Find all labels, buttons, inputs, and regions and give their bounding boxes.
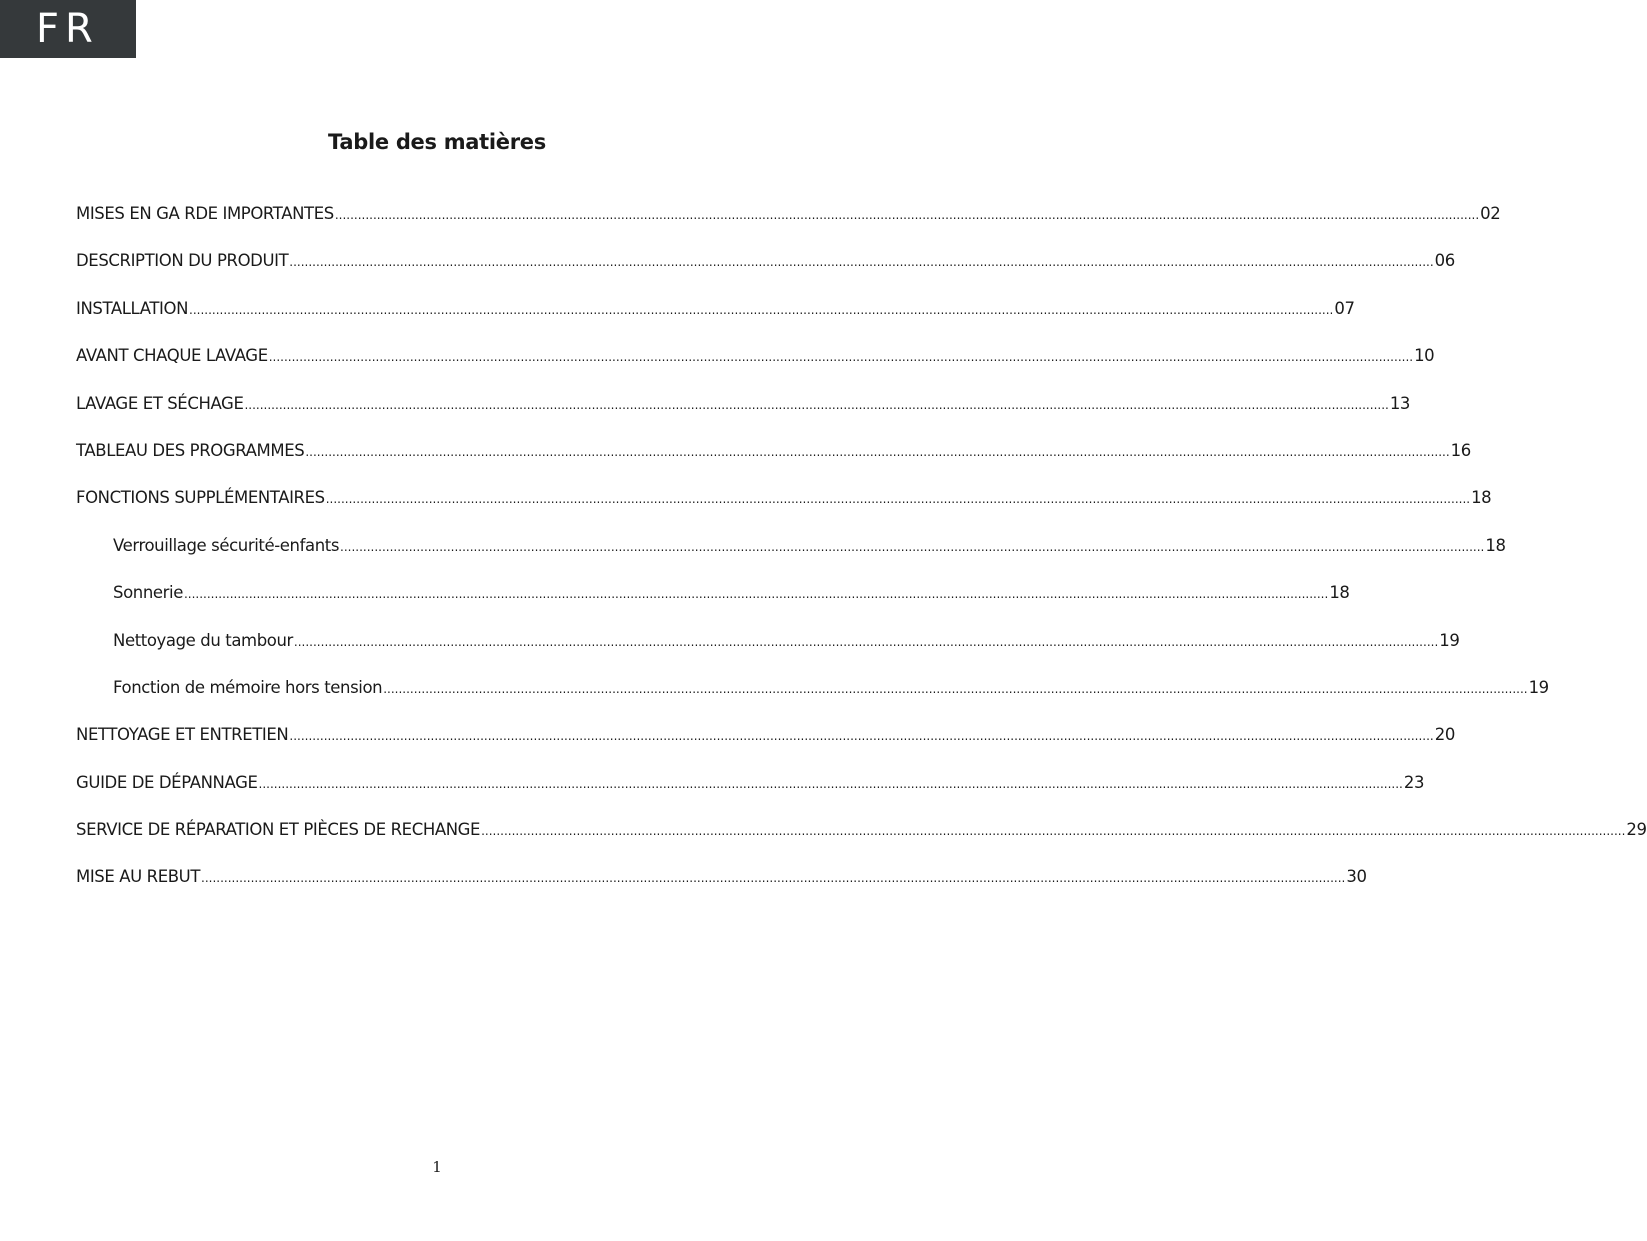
toc-entry-label: FONCTIONS SUPPLÉMENTAIRES (76, 488, 325, 508)
toc-leader-dots: ............................................................................................................................................................................................................................................................................................................ (481, 824, 1626, 839)
toc-entry-page: 10 (1414, 346, 1435, 366)
toc-leader-dots: ............................................................................................................................................................................................................................................................................................................ (340, 539, 1485, 554)
toc-entry[interactable] (76, 204, 1501, 251)
toc-subentry[interactable] (76, 630, 1460, 678)
toc-entry-page: 29 (1626, 820, 1647, 840)
toc-leader-dots: ............................................................................................................................................................................................................................................................................................................ (305, 444, 1450, 459)
toc-entry-label: SERVICE DE RÉPARATION ET PIÈCES DE RECHANGE (76, 820, 481, 840)
toc-leader-dots: ............................................................................................................................................................................................................................................................................................................ (289, 255, 1434, 270)
toc-entry-page: 13 (1389, 393, 1411, 413)
toc-subentry[interactable] (76, 583, 1350, 630)
toc-leader-dots: ............................................................................................................................................................................................................................................................................................................ (183, 587, 1329, 602)
toc-entry-page: 06 (1434, 251, 1455, 271)
toc-entry-label: LAVAGE ET SÉCHAGE (76, 393, 244, 413)
toc-leader-dots: ............................................................................................................................................................................................................................................................................................................ (244, 397, 1389, 412)
toc-entry[interactable] (76, 725, 1455, 772)
table-of-contents (76, 204, 1647, 915)
toc-leader-dots: ............................................................................................................................................................................................................................................................................................................ (383, 681, 1528, 696)
toc-leader-dots: ............................................................................................................................................................................................................................................................................................................ (258, 776, 1403, 791)
toc-entry-page: 18 (1329, 583, 1350, 603)
page-title: Table des matières (328, 130, 546, 154)
toc-entry-page: 20 (1434, 725, 1455, 745)
toc-subentry[interactable] (76, 535, 1506, 583)
toc-entry-label: MISES EN GA RDE IMPORTANTES (76, 204, 334, 223)
toc-entry-label: Sonnerie (113, 583, 183, 603)
toc-entry[interactable] (76, 346, 1435, 393)
toc-entry[interactable] (76, 867, 1367, 914)
toc-entry-page: 30 (1346, 867, 1367, 887)
toc-leader-dots: ............................................................................................................................................................................................................................................................................................................ (293, 634, 1439, 649)
toc-entry-label: DESCRIPTION DU PRODUIT (76, 251, 289, 271)
toc-entry-page: 16 (1450, 440, 1471, 460)
language-badge: FR (0, 0, 136, 58)
toc-leader-dots: ............................................................................................................................................................................................................................................................................................................ (334, 208, 1480, 222)
toc-entry-label: Verrouillage sécurité-enfants (113, 535, 340, 555)
toc-leader-dots: ............................................................................................................................................................................................................................................................................................................ (201, 871, 1346, 886)
toc-entry-page: 23 (1403, 772, 1425, 792)
toc-entry-page: 18 (1485, 535, 1506, 555)
toc-entry-label: AVANT CHAQUE LAVAGE (76, 346, 268, 366)
toc-leader-dots: ............................................................................................................................................................................................................................................................................................................ (268, 350, 1414, 365)
toc-entry[interactable] (76, 440, 1471, 488)
toc-entry-page: 18 (1471, 488, 1492, 508)
toc-leader-dots: ............................................................................................................................................................................................................................................................................................................ (325, 492, 1471, 507)
toc-entry-label: Nettoyage du tambour (113, 630, 293, 650)
toc-entry-page: 19 (1439, 630, 1460, 650)
toc-entry-label: TABLEAU DES PROGRAMMES (76, 440, 305, 460)
page-number: 1 (432, 1158, 442, 1176)
toc-entry[interactable] (76, 820, 1647, 867)
toc-entry[interactable] (76, 298, 1355, 346)
toc-entry-page: 19 (1528, 677, 1549, 697)
toc-leader-dots: ............................................................................................................................................................................................................................................................................................................ (289, 729, 1434, 744)
toc-entry[interactable] (76, 251, 1455, 298)
toc-entry[interactable] (76, 393, 1411, 441)
toc-entry-label: NETTOYAGE ET ENTRETIEN (76, 725, 289, 745)
toc-entry-label: GUIDE DE DÉPANNAGE (76, 772, 258, 792)
toc-entry-label: Fonction de mémoire hors tension (113, 677, 383, 697)
toc-entry[interactable] (76, 488, 1492, 535)
toc-subentry[interactable] (76, 677, 1549, 725)
toc-entry-label: MISE AU REBUT (76, 867, 201, 887)
toc-entry-page: 02 (1480, 204, 1501, 223)
toc-entry[interactable] (76, 772, 1425, 820)
toc-entry-page: 07 (1334, 298, 1355, 318)
toc-leader-dots: ............................................................................................................................................................................................................................................................................................................ (189, 302, 1334, 317)
toc-entry-label: INSTALLATION (76, 298, 189, 318)
